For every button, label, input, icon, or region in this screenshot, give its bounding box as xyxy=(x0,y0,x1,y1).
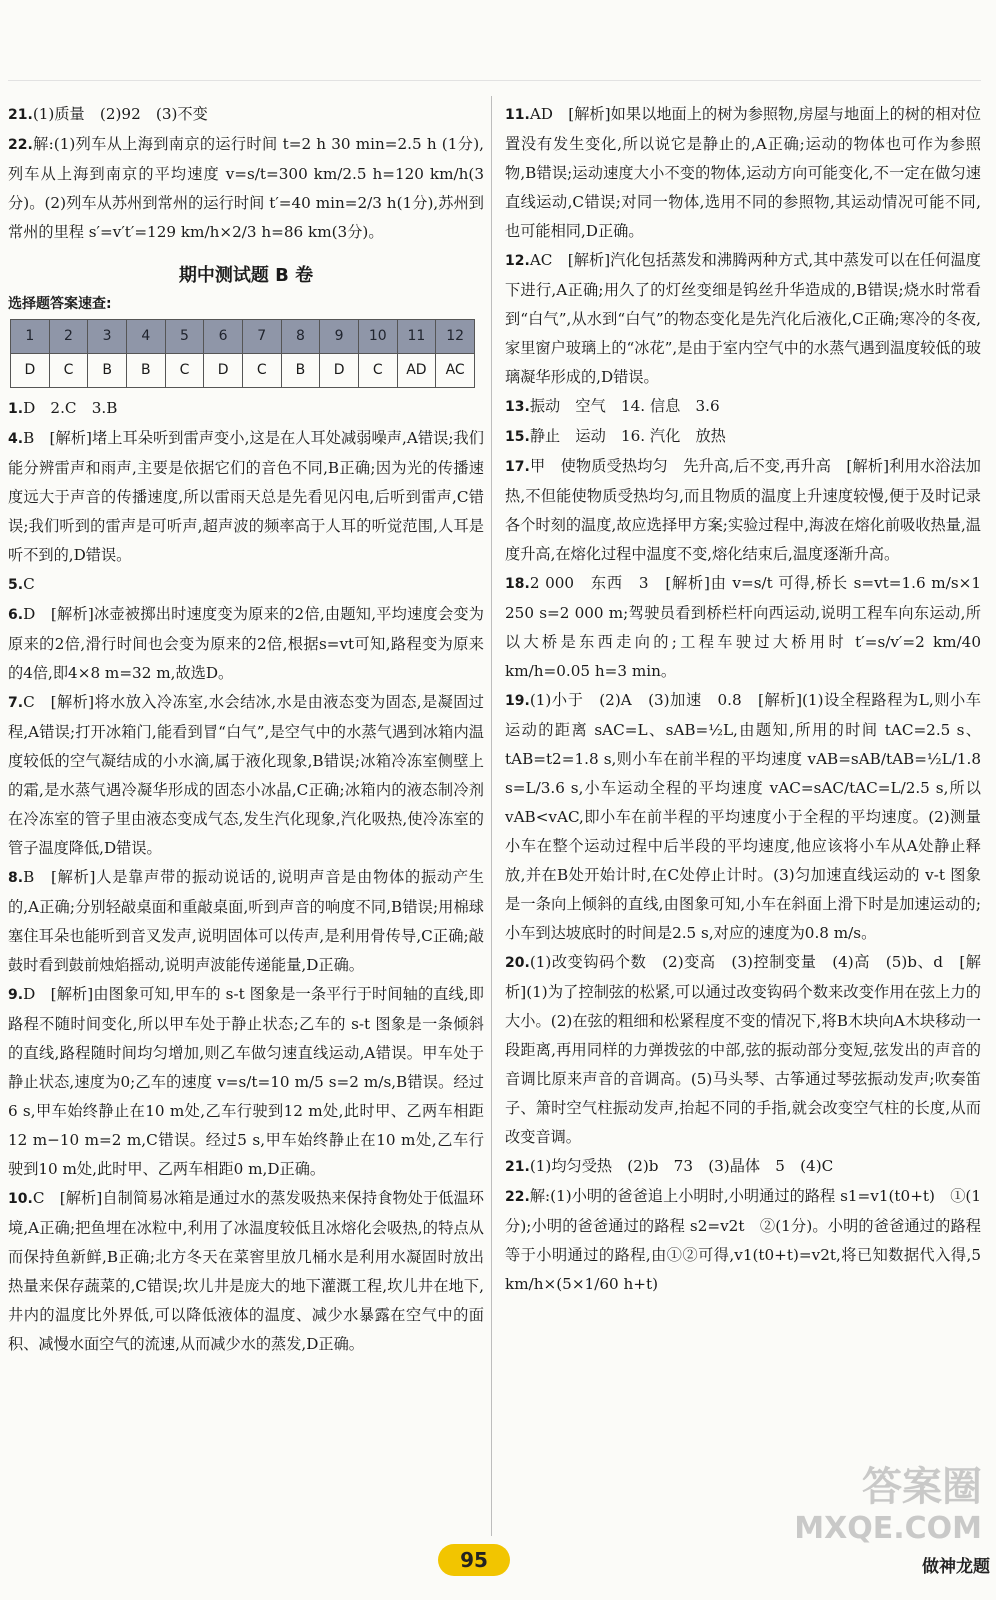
item-text: 甲 使物质受热均匀 先升高,后不变,再升高 [解析]利用水浴法加热,不但能使物质受热均匀,而且物质的温度上升速度较慢,便于及时记录各个时刻的温度,故应选择甲方案;实验过程中,海波在熔化前吸收热量,温度升高,在熔化过程中温度不变,熔化结束后,温度逐渐升高。 xyxy=(505,457,981,563)
answer-item xyxy=(8,130,484,247)
item-number: 18. xyxy=(505,576,530,592)
item-number: 13. xyxy=(505,399,530,415)
answer-item xyxy=(505,392,981,422)
answer-table-cell: AC xyxy=(436,354,475,388)
item-text: D [解析]冰壶被掷出时速度变为原来的2倍,由题知,平均速度会变为原来的2倍,滑行时间也会变为原来的2倍,根据s=vt可知,路程变为原来的4倍,即4×8 m=32 m,故选D。 xyxy=(8,605,484,682)
answer-item xyxy=(8,1184,484,1359)
item-number: 22. xyxy=(505,1189,530,1205)
answer-item xyxy=(505,246,981,392)
answer-table-header-cell: 12 xyxy=(436,320,475,354)
item-text: AC [解析]汽化包括蒸发和沸腾两种方式,其中蒸发可以在任何温度下进行,A正确;用久了的灯丝变细是钨丝升华造成的,B错误;烧水时常看到“白气”,从水到“白气”的物态变化是先汽化后液化,C正确;寒冷的冬夜,家里窗户玻璃上的“冰花”,是由于室内空气中的水蒸气遇到温度较低的玻璃凝华形成的,D错误。 xyxy=(505,251,981,386)
answer-item xyxy=(8,100,484,130)
brand-label: 做神龙题 xyxy=(922,1557,990,1577)
watermark-url: MXQE.COM xyxy=(794,1511,982,1546)
item-number: 20. xyxy=(505,955,530,971)
answer-table-header-cell: 1 xyxy=(11,320,50,354)
answer-item xyxy=(505,686,981,948)
answer-table-header-cell: 10 xyxy=(358,320,397,354)
answer-table-header-cell: 11 xyxy=(397,320,436,354)
answer-item xyxy=(505,569,981,686)
answer-table-header-cell: 3 xyxy=(88,320,127,354)
item-number: 8. xyxy=(8,870,24,886)
answer-table-cell: B xyxy=(88,354,127,388)
answer-item xyxy=(8,980,484,1184)
item-text: C [解析]将水放入冷冻室,水会结冰,水是由液态变为固态,是凝固过程,A错误;打开冰箱门,能看到冒“白气”,是空气中的水蒸气遇到冰箱内温度较低的空气凝结成的小水滴,属于液化现象,B错误;冰箱冷冻室侧壁上的霜,是水蒸气遇冷凝华形成的固态小冰晶,C正确;冰箱内的液态制冷剂在冷冻室的管子里由液态变成气态,发生汽化现象,汽化吸热,使冷冻室的管子温度降低,D错误。 xyxy=(8,693,484,857)
item-text: 解:(1)小明的爸爸追上小明时,小明通过的路程 s1=v1(t0+t) ①(1分);小明的爸爸通过的路程 s2=v2t ②(1分)。小明的爸爸通过的路程等于小明通过的路程,由①②可得,v1(t0+t)=v2t,将已知数据代入得,5 km/h×(5×1/60 h+t) xyxy=(505,1187,981,1293)
item-number: 9. xyxy=(8,987,24,1003)
item-text: D [解析]由图象可知,甲车的 s-t 图象是一条平行于时间轴的直线,即路程不随时间变化,所以甲车处于静止状态;乙车的 s-t 图象是一条倾斜的直线,路程随时间均匀增加,则乙车做匀速直线运动,A错误。甲车处于静止状态,速度为0;乙车的速度 v=s/t=10 m/5 s=2 m/s,B错误。经过6 s,甲车始终静止在10 m处,乙车行驶到12 m处,此时甲、乙两车相距12 m−10 m=2 m,C错误。经过5 s,甲车始终静止在10 m处,乙车行驶到10 m处,此时甲、乙两车相距0 m,D正确。 xyxy=(8,985,484,1178)
answer-table-header-cell: 9 xyxy=(320,320,359,354)
left-column xyxy=(8,100,484,1359)
answer-item xyxy=(505,1152,981,1182)
answer-table-header-cell: 7 xyxy=(242,320,281,354)
answer-table-cell: D xyxy=(204,354,243,388)
page-number: 95 xyxy=(438,1544,510,1576)
watermark xyxy=(794,1466,982,1550)
answer-table-cell: B xyxy=(281,354,320,388)
answer-table-cell: B xyxy=(126,354,165,388)
answer-table-cell: C xyxy=(358,354,397,388)
answer-table-header-cell: 2 xyxy=(49,320,88,354)
watermark-main: 答案圈 xyxy=(862,1464,982,1510)
answer-item xyxy=(8,600,484,688)
item-text: B [解析]人是靠声带的振动说话的,说明声音是由物体的振动产生的,A正确;分别轻敲桌面和重敲桌面,听到声音的响度不同,B错误;用棉球塞住耳朵也能听到音叉发声,说明固体可以传声,是利用骨传导,C正确;敲鼓时看到鼓前烛焰摇动,说明声波能传递能量,D正确。 xyxy=(8,868,484,974)
item-number: 17. xyxy=(505,459,530,475)
item-number: 4. xyxy=(8,431,24,447)
answer-table-cell: D xyxy=(11,354,50,388)
item-number: 11. xyxy=(505,107,530,123)
item-text: C xyxy=(23,575,35,593)
item-number: 22. xyxy=(8,137,33,153)
item-number: 7. xyxy=(8,695,24,711)
item-number: 10. xyxy=(8,1191,33,1207)
answer-item xyxy=(8,394,484,424)
answer-item xyxy=(505,948,981,1152)
item-text: 2 000 东西 3 [解析]由 v=s/t 可得,桥长 s=vt=1.6 m/s×1 250 s=2 000 m;驾驶员看到桥栏杆向西运动,说明工程车向东运动,所以大桥是东西走向的;工程车驶过大桥用时 t′=s/v′=2 km/40 km/h=0.05 h=3 min。 xyxy=(505,574,981,680)
answer-item xyxy=(8,863,484,980)
answer-item xyxy=(505,100,981,246)
item-text: 振动 空气 14. 信息 3.6 xyxy=(529,397,720,415)
right-column xyxy=(505,100,981,1299)
answer-table-cell: AD xyxy=(397,354,436,388)
item-number: 15. xyxy=(505,429,530,445)
column-divider xyxy=(491,96,492,1536)
item-number: 5. xyxy=(8,577,24,593)
answer-table-header-row xyxy=(11,320,475,354)
answer-table-cell: C xyxy=(165,354,204,388)
answer-item xyxy=(8,688,484,863)
answer-table-header-cell: 6 xyxy=(204,320,243,354)
answer-table-header-cell: 4 xyxy=(126,320,165,354)
answer-table-header-cell: 5 xyxy=(165,320,204,354)
item-number: 6. xyxy=(8,607,24,623)
answer-item xyxy=(8,570,484,600)
item-text: 静止 运动 16. 汽化 放热 xyxy=(529,427,726,445)
answer-table-cell: C xyxy=(242,354,281,388)
item-text: (1)质量 (2)92 (3)不变 xyxy=(32,105,208,123)
item-number: 12. xyxy=(505,253,530,269)
answer-table-cell: C xyxy=(49,354,88,388)
item-number: 19. xyxy=(505,693,530,709)
item-text: C [解析]自制简易冰箱是通过水的蒸发吸热来保持食物处于低温环境,A正确;把鱼埋在冰粒中,利用了冰温度较低且冰熔化会吸热,的特点从而保持鱼新鲜,B正确;北方冬天在菜窖里放几桶水是利用水凝固时放出热量来保存蔬菜的,C错误;坎儿井是庞大的地下灌溉工程,坎儿井在地下,井内的温度比外界低,可以降低液体的温度、减少水暴露在空气中的面积、减慢水面空气的流速,从而减少水的蒸发,D正确。 xyxy=(8,1189,484,1353)
item-number: 21. xyxy=(505,1159,530,1175)
item-text: D 2.C 3.B xyxy=(23,399,118,417)
item-text: (1)小于 (2)A (3)加速 0.8 [解析](1)设全程路程为L,则小车运动的距离 sAC=L、sAB=½L,由题知,所用的时间 tAC=2.5 s、tAB=t2=1.8 s,则小车在前半程的平均速度 vAB=sAB/tAB=½L/1.8 s=L/3.6 s,小车运动全程的平均速度 vAC=sAC/tAC=L/2.5 s,所以 vAB<vAC,即小车在前半程的平均速度小于全程的平均速度。(2)测量小车在整个运动过程中后半段的平均速度,他应该将小车从A处静止释放,并在B处开始计时,在C处停止计时。(3)匀加速直线运动的 v-t 图象是一条向上倾斜的直线,由图象可知,小车在斜面上滑下时是加速运动的;小车到达坡底时的时间是2.5 s,对应的速度为0.8 m/s。 xyxy=(505,691,981,942)
item-text: AD [解析]如果以地面上的树为参照物,房屋与地面上的树的相对位置没有发生变化,所以说它是静止的,A正确;运动的物体也可作为参照物,B错误;运动速度大小不变的物体,运动方向可能变化,不一定在做匀速直线运动,C错误;对同一物体,选用不同的参照物,其运动情况可能不同,也可能相同,D正确。 xyxy=(505,105,981,240)
answer-table-answer-row xyxy=(11,354,475,388)
item-number: 1. xyxy=(8,401,24,417)
item-number: 21. xyxy=(8,107,33,123)
header-rule xyxy=(8,80,981,81)
item-text: (1)改变钩码个数 (2)变高 (3)控制变量 (4)高 (5)b、d [解析](1)为了控制弦的松紧,可以通过改变钩码个数来改变作用在弦上力的大小。(2)在弦的粗细和松紧程度不变的情况下,将B木块向A木块移动一段距离,再用同样的力弹拨弦的中部,弦的振动部分变短,弦发出的声音的音调比原来声音的音调高。(5)马头琴、古筝通过琴弦振动发声;吹奏笛子、箫时空气柱振动发声,抬起不同的手指,就会改变空气柱的长度,从而改变音调。 xyxy=(505,953,981,1146)
answer-item xyxy=(505,1182,981,1299)
answer-table xyxy=(10,319,475,388)
item-text: B [解析]堵上耳朵听到雷声变小,这是在人耳处减弱噪声,A错误;我们能分辨雷声和雨声,主要是依据它们的音色不同,B正确;因为光的传播速度远大于声音的传播速度,所以雷雨天总是先看见闪电,后听到雷声,C错误;我们听到的雷声是可听声,超声波的频率高于人耳的听觉范围,人耳是听不到的,D错误。 xyxy=(8,429,484,564)
answer-item xyxy=(8,424,484,570)
answer-item xyxy=(505,452,981,569)
item-text: (1)均匀受热 (2)b 73 (3)晶体 5 (4)C xyxy=(529,1157,834,1175)
quick-check-label: 选择题答案速查: xyxy=(8,296,112,312)
answer-table-header-cell: 8 xyxy=(281,320,320,354)
section-title: 期中测试题 B 卷 xyxy=(178,265,314,286)
answer-item xyxy=(505,422,981,452)
answer-table-cell: D xyxy=(320,354,359,388)
item-text: 解:(1)列车从上海到南京的运行时间 t=2 h 30 min=2.5 h (1分),列车从上海到南京的平均速度 v=s/t=300 km/2.5 h=120 km/h(3分)。(2)列车从苏州到常州的运行时间 t′=40 min=2/3 h(1分),苏州到常州的里程 s′=v′t′=129 km/h×2/3 h=86 km(3分)。 xyxy=(8,135,484,241)
